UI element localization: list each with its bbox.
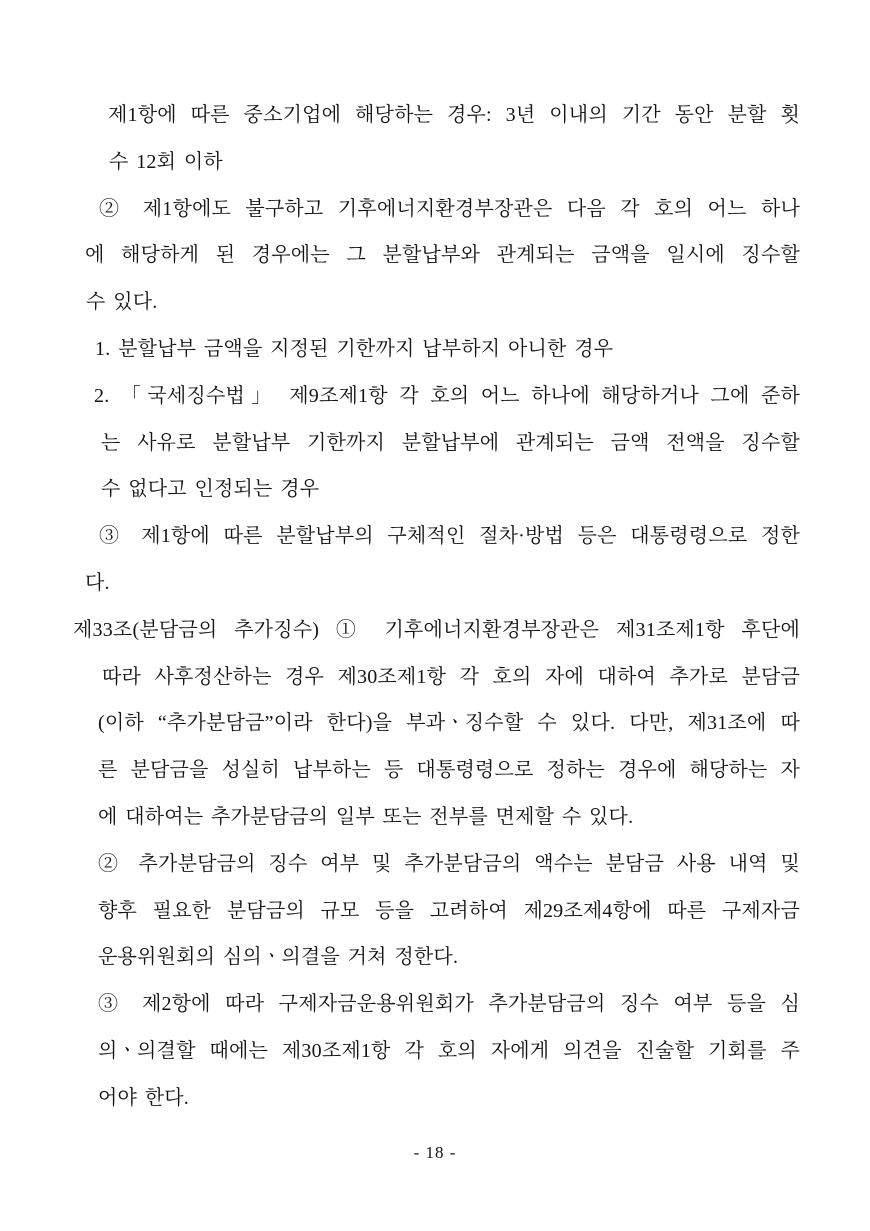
- text-line: ③ 제2항에 따라 구제자금운용위원회가 추가분담금의 징수 여부 등을 심: [98, 993, 800, 1016]
- text-line: 수 12회 이하: [109, 150, 223, 173]
- text-line: 수 없다고 인정되는 경우: [101, 478, 320, 501]
- text-line: ③ 제1항에 따른 분할납부의 구체적인 절차·방법 등은 대통령령으로 정한: [99, 525, 800, 548]
- text-line: 어야 한다.: [98, 1086, 189, 1109]
- text-line: 의ㆍ의결할 때에는 제30조제1항 각 호의 자에게 의견을 진술할 기회를 주: [98, 1039, 800, 1062]
- text-line: 수 있다.: [86, 291, 158, 314]
- text-line: 1. 분할납부 금액을 지정된 기한까지 납부하지 아니한 경우: [95, 337, 614, 360]
- text-line: 제1항에 따른 중소기업에 해당하는 경우: 3년 이내의 기간 동안 분할 횟: [108, 104, 800, 126]
- text-line: ② 추가분담금의 징수 여부 및 추가분담금의 액수는 분담금 사용 내역 및: [98, 852, 800, 875]
- text-line: 2. 「국세징수법」 제9조제1항 각 호의 어느 하나에 해당하거나 그에 준하: [94, 384, 800, 407]
- text-line: 따라 사후정산하는 경우 제30조제1항 각 호의 자에 대하여 추가로 분담금: [102, 665, 800, 688]
- text-line: ② 제1항에도 불구하고 기후에너지환경부장관은 다음 각 호의 어느 하나: [99, 197, 800, 220]
- page-number: - 18 -: [413, 1143, 457, 1162]
- text-line: (이하 “추가분담금”이라 한다)을 부과ㆍ징수할 수 있다. 다만, 제31조에 따: [98, 712, 800, 735]
- text-line: 운용위원회의 심의ㆍ의결을 거쳐 정한다.: [98, 946, 459, 969]
- text-line: 른 분담금을 성실히 납부하는 등 대통령령으로 정하는 경우에 해당하는 자: [98, 759, 800, 782]
- text-line: 에 해당하게 된 경우에는 그 분할납부와 관계되는 금액을 일시에 징수할: [85, 244, 800, 267]
- text-line: 제33조(분담금의 추가징수) ① 기후에너지환경부장관은 제31조제1항 후단에: [73, 618, 800, 641]
- text-line: 다.: [85, 571, 110, 594]
- document-lines: [73, 92, 800, 1122]
- text-line: 는 사유로 분할납부 기한까지 분할납부에 관계되는 금액 전액을 징수할: [101, 431, 800, 454]
- text-line: 에 대하여는 추가분담금의 일부 또는 전부를 면제할 수 있다.: [98, 805, 634, 828]
- text-line: 향후 필요한 분담금의 규모 등을 고려하여 제29조제4항에 따른 구제자금: [98, 899, 800, 922]
